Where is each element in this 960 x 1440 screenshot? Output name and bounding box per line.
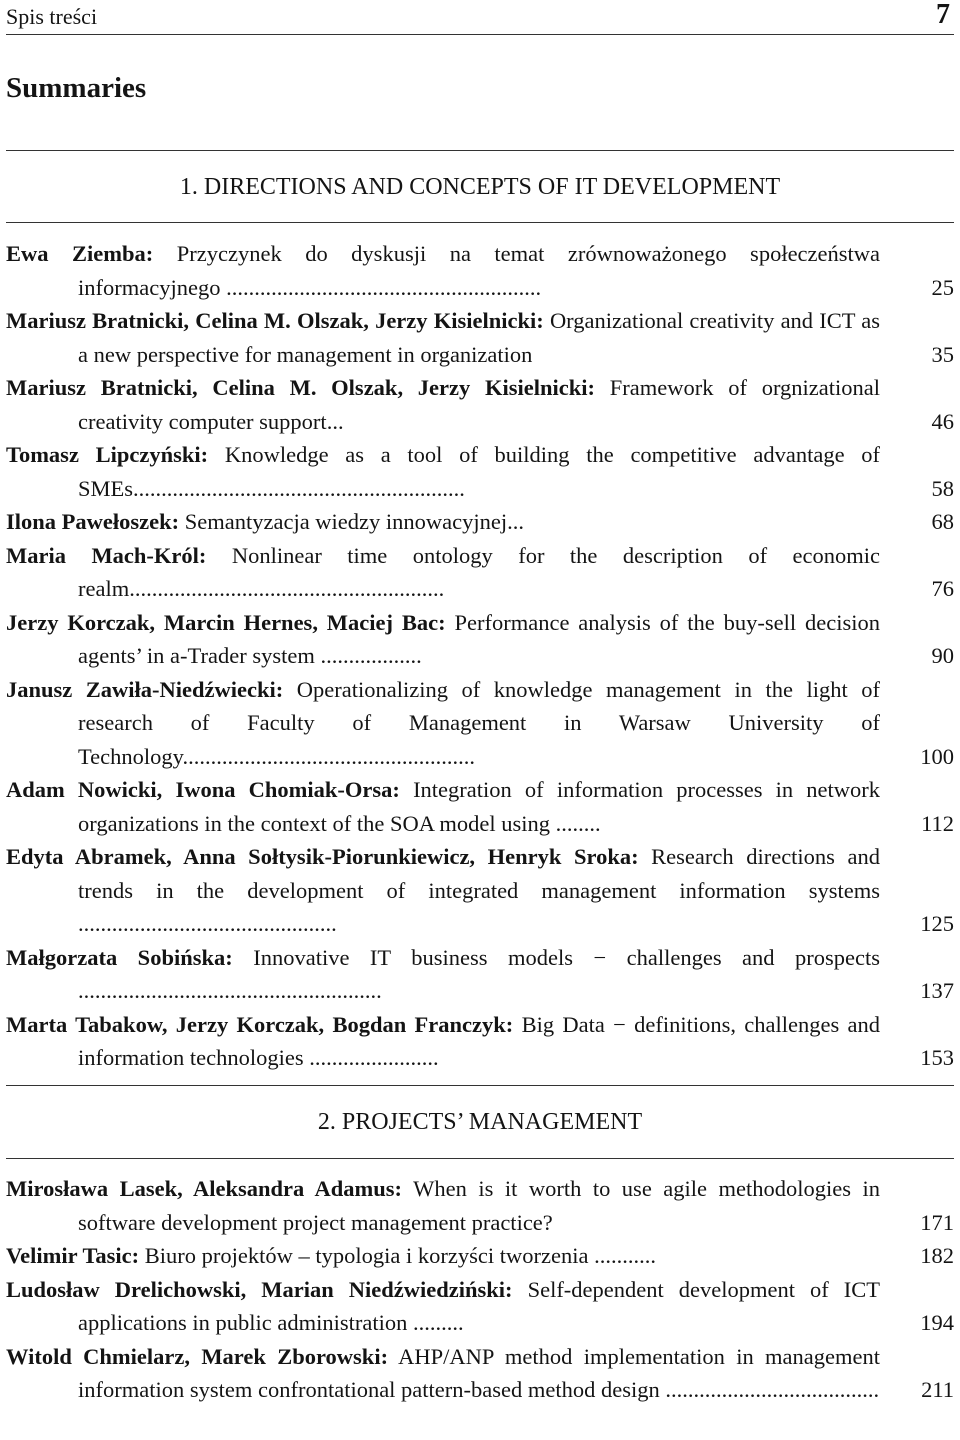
section-2-heading: 2. PROJECTS’ MANAGEMENT — [317, 1109, 643, 1135]
toc-entry[interactable] — [6, 1340, 954, 1407]
entry-authors: Velimir Tasic: — [6, 1243, 140, 1268]
toc-entry[interactable] — [6, 1172, 954, 1239]
entry-title: Biuro projektów – typologia i korzyści tworzenia — [144, 1243, 589, 1268]
entry-page-number: 46 — [931, 408, 954, 434]
entry-leader-dots: ........................................................ — [220, 274, 542, 300]
entry-authors: Marta Tabakow, Jerzy Korczak, Bogdan Franczyk: — [6, 1011, 514, 1037]
entry-leader-dots: .................................................... — [182, 743, 475, 769]
entry-page-number: 68 — [931, 509, 954, 534]
entry-page-number: 182 — [920, 1243, 954, 1268]
entry-page-number: 125 — [920, 911, 954, 936]
section-divider — [6, 222, 954, 223]
entry-leader-dots: .................. — [314, 643, 422, 668]
entry-authors: Adam Nowicki, Iwona Chomiak-Orsa: — [6, 777, 400, 802]
entry-title: Framework of orgnizational creativity computer support — [78, 375, 881, 434]
entry-leader-dots: ...................................................... — [78, 978, 382, 1003]
page-title: Summaries — [6, 72, 147, 104]
entry-authors: Janusz Zawiła-Niedźwiecki: — [6, 676, 284, 702]
toc-entry[interactable] — [6, 941, 954, 1008]
entry-page-number: 211 — [921, 1377, 954, 1402]
page-number: 7 — [936, 0, 950, 30]
entry-title: Knowledge as a tool of building the competitive advantage of SMEs — [78, 442, 881, 501]
entry-leader-dots: ........................................................... — [133, 475, 465, 501]
entry-leader-dots: ........................................................ — [129, 576, 445, 601]
running-header-title: Spis treści — [6, 4, 98, 29]
toc-entry[interactable] — [6, 606, 954, 673]
entry-authors: Edyta Abramek, Anna Sołtysik-Piorunkiewicz, Henryk Sroka: — [6, 844, 639, 869]
entry-page-number: 194 — [920, 1310, 954, 1335]
entry-page-number: 76 — [931, 576, 954, 601]
toc-entry[interactable] — [6, 539, 954, 606]
entry-authors: Ilona Pawełoszek: — [6, 509, 180, 534]
entry-authors: Jerzy Korczak, Marcin Hernes, Maciej Bac: — [6, 609, 446, 635]
toc-entry[interactable] — [6, 773, 954, 840]
entry-leader-dots: ......... — [407, 1310, 464, 1335]
section-divider — [6, 1085, 954, 1086]
toc-entry[interactable] — [6, 840, 954, 941]
entry-page-number: 25 — [931, 274, 954, 300]
entry-title: Big Data − definitions, challenges and information technologies — [78, 1011, 881, 1070]
entry-page-number: 153 — [920, 1045, 954, 1070]
entry-leader-dots: .............................................. — [78, 911, 337, 936]
entry-page-number: 100 — [920, 743, 954, 769]
toc-entry[interactable] — [6, 1273, 954, 1340]
toc-entry[interactable] — [6, 304, 954, 371]
entry-authors: Mariusz Bratnicki, Celina M. Olszak, Jerzy Kisielnicki: — [6, 375, 596, 400]
entry-title: Przyczynek do dyskusji na temat zrównoważonego społeczeństwa informacyjnego — [78, 241, 881, 300]
entry-page-number: 171 — [920, 1209, 954, 1235]
entry-leader-dots: ....................... — [303, 1045, 439, 1070]
toc-entry[interactable] — [6, 1239, 954, 1273]
entry-title: AHP/ANP method implementation in management information system confrontational pattern-based method design — [78, 1343, 880, 1402]
entry-title: Performance analysis of the buy-sell decision agents’ in a-Trader system — [78, 609, 880, 668]
entry-authors: Małgorzata Sobińska: — [6, 944, 233, 970]
entry-authors: Maria Mach-Król: — [6, 542, 207, 568]
toc-entry[interactable] — [6, 673, 954, 774]
entry-authors: Mirosława Lasek, Aleksandra Adamus: — [6, 1176, 403, 1201]
entry-authors: Ludosław Drelichowski, Marian Niedźwiedziński: — [6, 1276, 513, 1302]
section-1-entries — [6, 237, 954, 1075]
toc-entry[interactable] — [6, 1008, 954, 1075]
entry-title: Nonlinear time ontology for the description of economic realm — [78, 542, 880, 601]
entry-leader-dots: ...................................... — [659, 1377, 880, 1402]
entry-leader-dots: ... — [326, 408, 344, 434]
section-2-entries — [6, 1172, 954, 1407]
entry-title: Integration of information processes in network organizations in the context of the SOA model using — [78, 777, 881, 836]
entry-authors: Tomasz Lipczyński: — [6, 442, 209, 467]
entry-leader-dots: ... — [507, 509, 524, 534]
entry-page-number: 137 — [920, 978, 954, 1003]
entry-title: Research directions and trends in the development of integrated management information systems — [78, 844, 881, 903]
entry-authors: Witold Chmielarz, Marek Zborowski: — [6, 1343, 389, 1369]
toc-entry[interactable] — [6, 237, 954, 304]
toc-entry[interactable] — [6, 438, 954, 505]
running-header — [6, 0, 954, 35]
section-1-heading: 1. DIRECTIONS AND CONCEPTS OF IT DEVELOPMENT — [179, 174, 781, 200]
entry-title: Semantyzacja wiedzy innowacyjnej — [184, 509, 508, 534]
entry-title: Organizational creativity and ICT as a new perspective for management in organization — [78, 308, 881, 367]
entry-leader-dots: ........ — [550, 810, 601, 836]
section-divider — [6, 1158, 954, 1159]
entry-page-number: 58 — [931, 475, 954, 501]
entry-authors: Mariusz Bratnicki, Celina M. Olszak, Jerzy Kisielnicki: — [6, 308, 544, 333]
entry-leader-dots: ........... — [588, 1243, 656, 1268]
entry-page-number: 112 — [921, 810, 954, 836]
section-divider — [6, 150, 954, 151]
entry-title: Self-dependent development of ICT applications in public administration — [78, 1276, 881, 1335]
entry-page-number: 35 — [931, 341, 954, 367]
entry-title: When is it worth to use agile methodologies in software development project management practice? — [78, 1176, 880, 1235]
entry-title: Operationalizing of knowledge management in the light of research of Faculty of Management in Warsaw University of Technology — [78, 676, 880, 769]
entry-title: Innovative IT business models − challenges and prospects — [253, 944, 880, 970]
toc-entry[interactable] — [6, 505, 954, 539]
toc-entry[interactable] — [6, 371, 954, 438]
entry-authors: Ewa Ziemba: — [6, 241, 154, 266]
entry-page-number: 90 — [931, 643, 954, 668]
